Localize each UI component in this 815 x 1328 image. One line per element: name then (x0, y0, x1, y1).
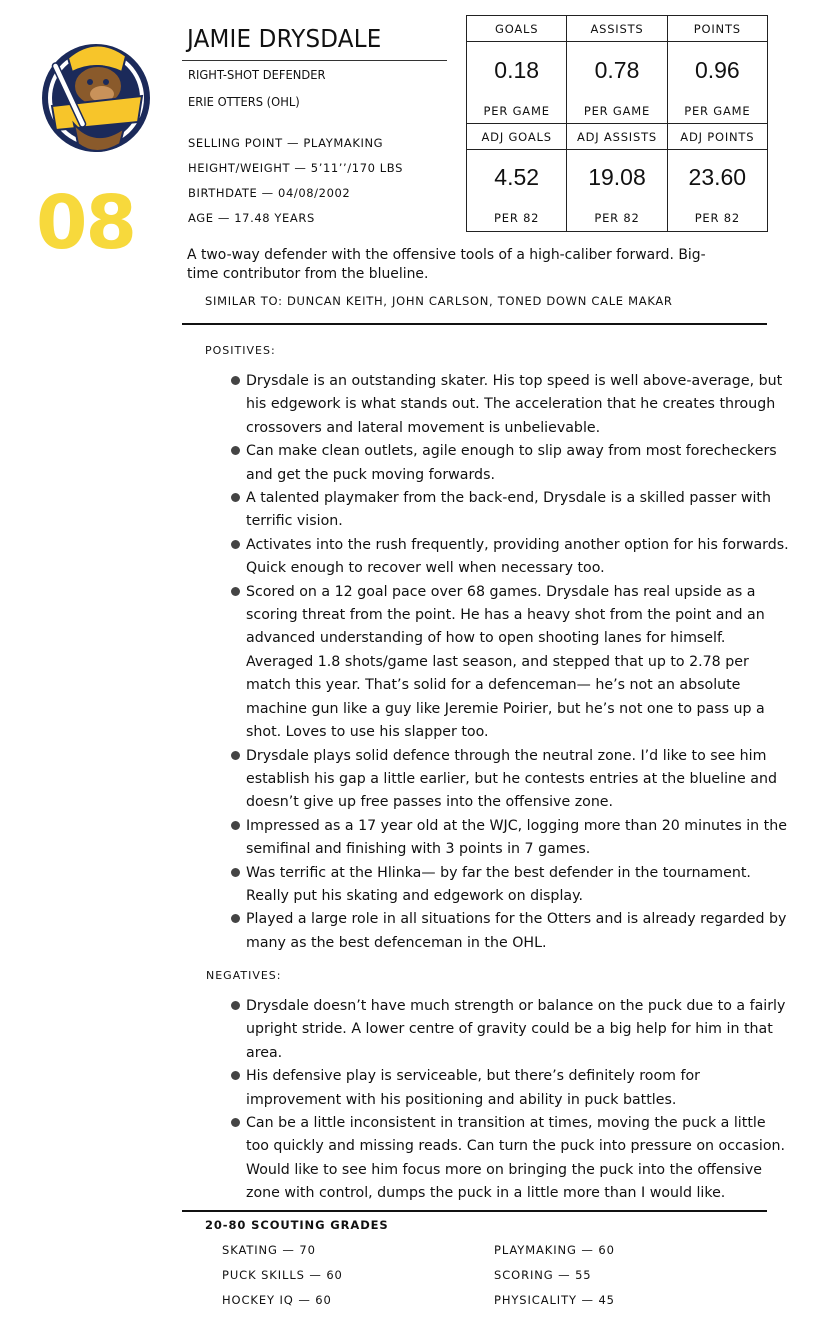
stat-cell-adj-goals (467, 150, 567, 232)
list-item (230, 862, 790, 909)
positives-heading: POSITIVES: (205, 344, 276, 357)
stat-unit-adj-goals: PER 82 (494, 211, 540, 225)
height-weight: HEIGHT/WEIGHT — 5’11’’/170 LBS (188, 161, 403, 175)
summary-text: A two-way defender with the offensive tools of a high-caliber forward. Big-time contributor from the blueline. (187, 247, 706, 282)
player-position: RIGHT-SHOT DEFENDER (188, 67, 326, 82)
stat-unit-adj-points: PER 82 (694, 211, 740, 225)
player-name: JAMIE DRYSDALE (187, 24, 382, 53)
bullet-icon (231, 1001, 240, 1010)
stat-header-assists: ASSISTS (567, 16, 667, 42)
grades-divider (182, 1210, 767, 1212)
selling-point: SELLING POINT — PLAYMAKING (188, 136, 384, 150)
grade-scoring: SCORING — 55 (494, 1268, 592, 1282)
stat-value-assists: 0.78 (594, 57, 640, 83)
stat-unit-assists: PER GAME (583, 104, 651, 118)
list-item (230, 745, 790, 815)
similar-players: SIMILAR TO: DUNCAN KEITH, JOHN CARLSON, TONED DOWN CALE MAKAR (205, 294, 673, 308)
list-item (230, 1065, 790, 1112)
grades-heading: 20-80 SCOUTING GRADES (205, 1218, 389, 1232)
negatives-list (230, 995, 790, 1206)
list-item-text: Drysdale is an outstanding skater. His top speed is well above-average, but his edgework is what stands out. The acceleration that he creates through crossovers and lateral movement is unbelievable. (246, 373, 783, 436)
list-item-text: Drysdale plays solid defence through the neutral zone. I’d like to see him establish his gap a little earlier, but he contests entries at the blueline and doesn’t give up free passes into the offensive zone. (246, 747, 777, 811)
stat-value-adj-assists: 19.08 (588, 164, 646, 190)
list-item (230, 581, 790, 745)
list-item-text: Scored on a 12 goal pace over 68 games. Drysdale has real upside as a scoring threat from the point. He has a heavy shot from the point and an advanced understanding of how to open shooting lanes for himself. Averaged 1.8 shots/game last season, and stepped that up to 2.78 per match this year. That’s solid for a defenceman— he’s not an absolute machine gun like a guy like Jeremie Poirier, but he’s not one to pass up a shot. Loves to use his slapper too. (246, 583, 765, 741)
stat-cell-adj-assists (567, 150, 667, 232)
list-item (230, 1112, 790, 1206)
stat-header-adj-points: ADJ POINTS (667, 124, 767, 150)
bullet-icon (231, 540, 240, 549)
bullet-icon (231, 914, 240, 923)
list-item (230, 815, 790, 862)
team-logo (38, 36, 156, 156)
section-divider (182, 323, 767, 325)
stat-value-goals: 0.18 (494, 57, 540, 83)
list-item-text: Drysdale doesn’t have much strength or balance on the puck due to a fairly upright stride. A lower centre of gravity could be a big help for him in that area. (246, 998, 786, 1061)
negatives-heading: NEGATIVES: (206, 969, 282, 982)
list-item-text: Can be a little inconsistent in transition at times, moving the puck a little too quickly and missing reads. Can turn the puck into pressure on occasion. Would like to see him focus more on bringing the puck into the offensive zone with control, dumps the puck in a little more than I would like. (246, 1115, 785, 1202)
bullet-icon (231, 587, 240, 596)
stat-cell-assists (567, 42, 667, 124)
list-item-text: His defensive play is serviceable, but there’s definitely room for improvement with his positioning and ability in puck battles. (246, 1068, 701, 1108)
stat-unit-goals: PER GAME (483, 104, 550, 118)
bullet-icon (231, 376, 240, 385)
stat-cell-points (667, 42, 767, 124)
stat-header-points: POINTS (667, 16, 767, 42)
bullet-icon (231, 868, 240, 877)
stat-header-adj-assists: ADJ ASSISTS (567, 124, 667, 150)
list-item-text: Activates into the rush frequently, providing another option for his forwards. Quick enough to recover well when necessary too. (246, 536, 789, 577)
name-divider (182, 60, 447, 61)
stat-header-adj-goals: ADJ GOALS (467, 124, 567, 150)
bullet-icon (231, 446, 240, 455)
age: AGE — 17.48 YEARS (188, 211, 315, 225)
stat-value-adj-points: 23.60 (688, 164, 747, 190)
stat-value-points: 0.96 (694, 57, 740, 83)
player-team: ERIE OTTERS (OHL) (188, 94, 300, 109)
list-item (230, 487, 790, 534)
list-item (230, 440, 790, 487)
bullet-icon (231, 1118, 240, 1127)
bullet-icon (231, 751, 240, 760)
list-item-text: Can make clean outlets, agile enough to slip away from most forecheckers and get the puck moving forwards. (246, 443, 777, 483)
stat-unit-points: PER GAME (684, 104, 751, 118)
list-item (230, 908, 790, 955)
list-item (230, 534, 790, 581)
bullet-icon (231, 1071, 240, 1080)
list-item-text: Played a large role in all situations for the Otters and is already regarded by many as the best defenceman in the OHL. (246, 911, 787, 951)
grade-puck-skills: PUCK SKILLS — 60 (222, 1268, 343, 1282)
positives-list (230, 370, 790, 955)
jersey-number: 08 (36, 180, 135, 266)
list-item-text: A talented playmaker from the back-end, Drysdale is a skilled passer with terrific vision. (246, 490, 771, 530)
grade-skating: SKATING — 70 (222, 1243, 316, 1257)
stat-value-adj-goals: 4.52 (494, 164, 540, 190)
grade-physicality: PHYSICALITY — 45 (494, 1293, 615, 1307)
stat-unit-adj-assists: PER 82 (594, 211, 640, 225)
bullet-icon (231, 493, 240, 502)
list-item (230, 995, 790, 1065)
list-item (230, 370, 790, 440)
birthdate: BIRTHDATE — 04/08/2002 (188, 186, 351, 200)
stat-cell-goals (467, 42, 567, 124)
bullet-icon (231, 821, 240, 830)
grade-playmaking: PLAYMAKING — 60 (494, 1243, 615, 1257)
stats-table (466, 15, 768, 232)
stat-header-goals: GOALS (467, 16, 567, 42)
grade-hockey-iq: HOCKEY IQ — 60 (222, 1293, 332, 1307)
list-item-text: Was terrific at the Hlinka— by far the best defender in the tournament. Really put his skating and edgework on display. (246, 864, 751, 904)
list-item-text: Impressed as a 17 year old at the WJC, logging more than 20 minutes in the semifinal and finishing with 3 points in 7 games. (246, 817, 787, 858)
stat-cell-adj-points (667, 150, 767, 232)
